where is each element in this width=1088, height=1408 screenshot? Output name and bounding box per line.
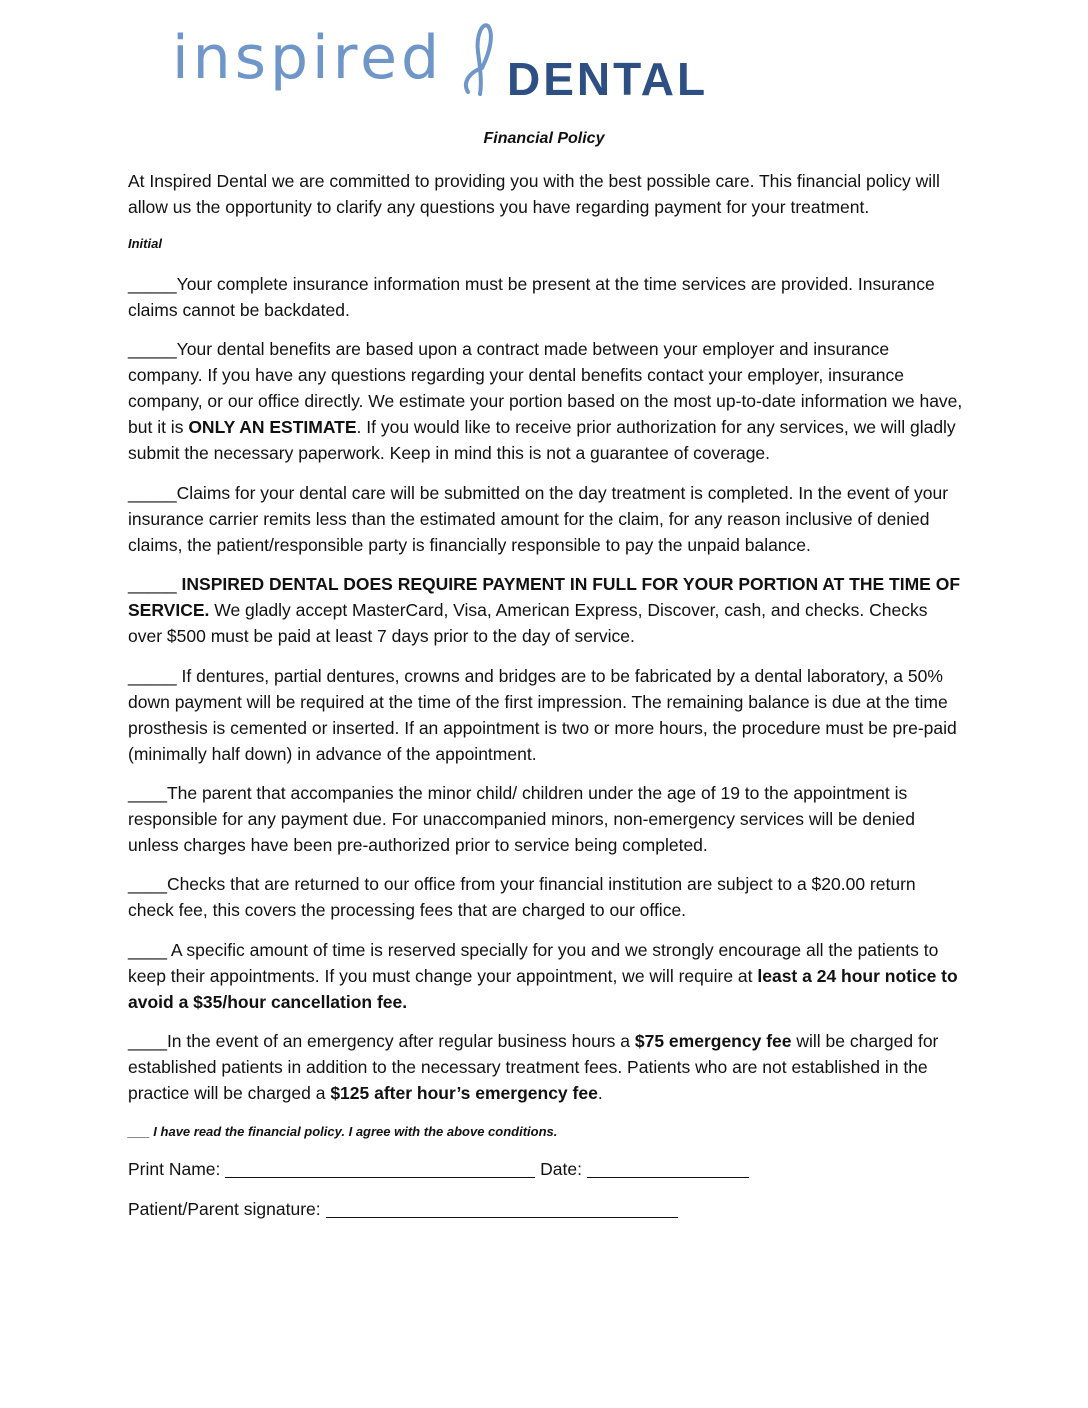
initial-blank[interactable]: ____ [128, 783, 167, 803]
initial-blank[interactable]: _____ [128, 666, 182, 686]
clause-bold-text: ONLY AN ESTIMATE [188, 417, 357, 437]
print-name-label: Print Name: [128, 1159, 221, 1179]
initial-blank[interactable]: ____ [128, 940, 171, 960]
initial-blank[interactable]: _____ [128, 274, 177, 294]
initial-label: Initial [128, 236, 162, 251]
clause-text: . If you would like to receive prior authorization for any services, we will gladly submit the necessary paperwork. Keep in mind this is not a guarantee of coverage. [128, 417, 956, 463]
clause-returned-checks [128, 871, 964, 923]
initial-blank[interactable]: _____ [128, 339, 177, 359]
clause-dental-benefits [128, 336, 964, 466]
clause-payment-in-full [128, 571, 964, 649]
clause-claims [128, 480, 964, 558]
logo [172, 22, 822, 118]
intro-paragraph: At Inspired Dental we are committed to providing you with the best possible care. This financial policy will allow us the opportunity to clarify any questions you have regarding payment for your treatment. [128, 171, 940, 217]
initial-blank[interactable]: _____ [128, 483, 177, 503]
print-name-row [128, 1156, 749, 1182]
date-field[interactable] [587, 1159, 749, 1178]
clause-text: A specific amount of time is reserved specially for you and we strongly encourage all the patients to keep their appointments. If you must change your appointment, we will require at [128, 940, 939, 986]
signature-field[interactable] [326, 1199, 678, 1218]
clause-text: Checks that are returned to our office from your financial institution are subject to a $20.00 return check fee, this covers the processing fees that are charged to our office. [128, 874, 916, 920]
initial-blank[interactable]: ____ [128, 1031, 167, 1051]
logo-wordmark: DENTAL [507, 53, 709, 105]
clause-text: . [597, 1083, 603, 1103]
initial-blank[interactable]: ____ [128, 874, 167, 894]
initial-blank[interactable]: _____ [128, 574, 182, 594]
clause-emergency [128, 1028, 964, 1106]
acknowledgement-line: ___ I have read the financial policy. I agree with the above conditions. [128, 1124, 558, 1139]
date-label: Date: [540, 1159, 582, 1179]
clause-text: We gladly accept MasterCard, Visa, American Express, Discover, cash, and checks. Checks over $500 must be paid at least 7 days prior to the day of service. [128, 600, 928, 646]
logo-script-text: inspired [172, 23, 444, 93]
clause-text: If dentures, partial dentures, crowns and bridges are to be fabricated by a dental laboratory, a 50% down payment will be required at the time of the first impression. The remaining balance is due at the time prosthesis is cemented or inserted. If an appointment is two or more hours, the procedure must be pre-paid (minimally half down) in advance of the appointment. [128, 666, 957, 764]
clause-text: Claims for your dental care will be submitted on the day treatment is completed. In the event of your insurance carrier remits less than the estimated amount for the claim, for any reason inclusive of denied claims, the patient/responsible party is financially responsible to pay the unpaid balance. [128, 483, 949, 555]
signature-label: Patient/Parent signature: [128, 1199, 321, 1219]
clause-bold-text: INSPIRED DENTAL DOES REQUIRE PAYMENT IN FULL FOR YOUR PORTION AT THE TIME OF SERVICE. [128, 574, 961, 620]
clause-minors [128, 780, 964, 858]
clause-bold-text: least a 24 hour notice to avoid a $35/hour cancellation fee. [128, 966, 958, 1012]
clause-text: Your dental benefits are based upon a contract made between your employer and insurance company. If you have any questions regarding your dental benefits contact your employer, insurance company, or our office directly. We estimate your portion based on the most up-to-date information we have, but it is [128, 339, 963, 437]
signature-row [128, 1196, 678, 1222]
clause-text: will be charged for established patients in addition to the necessary treatment fees. Patients who are not established in the practice will be charged a [128, 1031, 939, 1103]
clause-insurance-info [128, 271, 964, 323]
clause-text: In the event of an emergency after regular business hours a [166, 1031, 635, 1051]
clause-bold-text: $75 emergency fee [634, 1031, 792, 1051]
logo-flourish-icon [460, 22, 500, 98]
clause-appointments [128, 937, 964, 1015]
clause-text: Your complete insurance information must be present at the time services are provided. Insurance claims cannot be backdated. [128, 274, 935, 320]
clause-text: The parent that accompanies the minor child/ children under the age of 19 to the appointment is responsible for any payment due. For unaccompanied minors, non-emergency services will be denied unless charges have been pre-authorized prior to service being completed. [128, 783, 915, 855]
clause-bold-text: $125 after hour’s emergency fee [330, 1083, 598, 1103]
page-title: Financial Policy [483, 130, 605, 147]
clause-dentures [128, 663, 964, 767]
print-name-field[interactable] [225, 1159, 535, 1178]
